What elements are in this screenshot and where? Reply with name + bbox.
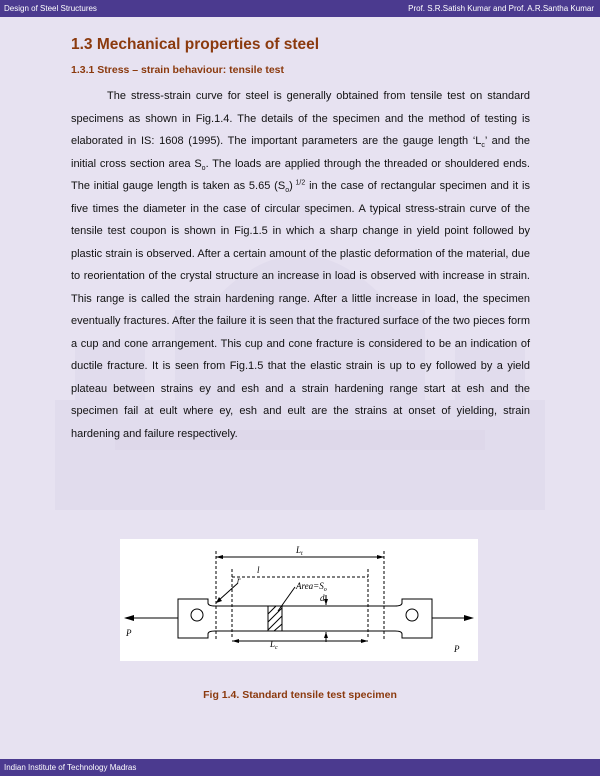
subsection-title: 1.3.1 Stress – strain behaviour: tensile test (71, 64, 285, 76)
right-arrowhead (464, 615, 474, 621)
header-authors: Prof. S.R.Satish Kumar and Prof. A.R.Santha Kumar (408, 4, 594, 13)
left-arrowhead (124, 615, 134, 621)
right-hole (406, 609, 418, 621)
page-footer (0, 759, 600, 776)
left-hole (191, 609, 203, 621)
label-p-right: P (454, 644, 460, 654)
label-r: r (237, 575, 241, 585)
footer-institute: Indian Institute of Technology Madras (4, 763, 137, 772)
label-l: l (257, 565, 260, 575)
label-d: d (320, 593, 325, 603)
tensile-specimen-figure (120, 539, 478, 661)
specimen-diagram (120, 539, 478, 661)
page-header (0, 0, 600, 17)
page-content (71, 36, 530, 445)
label-area: $Area=S_o$ (296, 581, 327, 593)
section-title: 1.3 Mechanical properties of steel (71, 36, 320, 53)
label-lc: $L_c$ (270, 639, 278, 651)
header-course-title: Design of Steel Structures (4, 4, 97, 13)
figure-caption: Fig 1.4. Standard tensile test specimen (203, 689, 397, 701)
label-p-left: P (126, 628, 132, 638)
label-lt: $L_t$ (296, 545, 303, 557)
body-paragraph: The stress-strain curve for steel is generally obtained from tensile test on standard specimens as shown in Fig.1.4. The details of the specimen and the method of testing is elaborated in IS: 1608 (1995). The important parameters are the gauge length ‘$L_c$’ and the initial cross section area $S_o$. The loads are applied through the threaded or shouldered ends. The initial gauge length is taken as 5.65 $(S_o)$ $^{1/2}$ in the case of rectangular specimen and it is five times the diameter in the case of circular specimen. A typical stress-strain curve of the tensile test coupon is shown in Fig.1.5 in which a sharp change in yield point followed by plastic strain is observed. After a certain amount of the plastic deformation of the material, due to reorientation of the crystal structure an increase in load is observed with increase in strain. This range is called the strain hardening range. After a little increase in load, the specimen eventually fractures. After the failure it is seen that the fractured surface of the two pieces form a cup and cone arrangement. This cup and cone fracture is considered to be an indication of ductile fracture. It is seen from Fig.1.5 that the elastic strain is up to ey followed by a yield plateau between strains ey and esh and a strain hardening range start at esh and the specimen fail at eult where ey, esh and eult are the strains at onset of yielding, strain hardening and failure respectively. (71, 90, 530, 440)
